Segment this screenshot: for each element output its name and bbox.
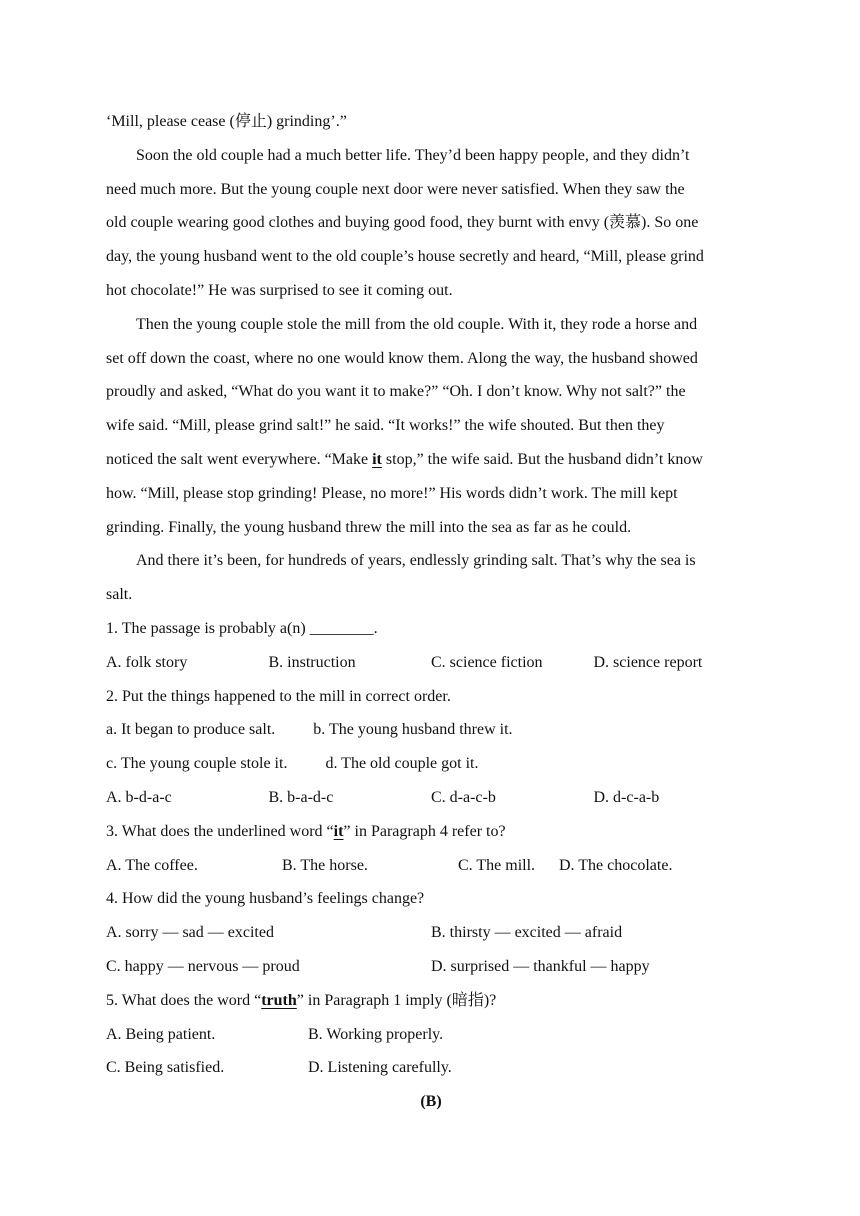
passage-line bbox=[106, 443, 756, 477]
order-item: b. The young husband threw it. bbox=[313, 721, 513, 739]
passage-line: wife said. “Mill, please grind salt!” he said. “It works!” the wife shouted. But then they bbox=[106, 417, 665, 435]
option: D. d-c-a-b bbox=[593, 788, 660, 806]
underlined-word: it bbox=[333, 822, 344, 840]
text-segment: stop,” the wife said. But the husband didn’t know bbox=[381, 450, 703, 468]
underlined-word: it bbox=[372, 450, 382, 468]
order-item: c. The young couple stole it. bbox=[106, 755, 288, 773]
option: B. instruction bbox=[268, 653, 356, 671]
text-segment: 5. What does the word “ bbox=[106, 991, 262, 1009]
underlined-word: truth bbox=[261, 991, 297, 1009]
option: A. sorry — sad — excited bbox=[106, 924, 274, 942]
text-segment: noticed the salt went everywhere. “Make bbox=[106, 450, 373, 468]
option: C. Being satisfied. bbox=[106, 1059, 225, 1077]
passage-line: grinding. Finally, the young husband threw the mill into the sea as far as he could. bbox=[106, 518, 632, 536]
options-row bbox=[106, 1018, 756, 1052]
order-item: d. The old couple got it. bbox=[325, 755, 479, 773]
option: A. b-d-a-c bbox=[106, 788, 172, 806]
option: D. The chocolate. bbox=[559, 856, 673, 874]
section-heading: (B) bbox=[420, 1093, 442, 1111]
passage-line: salt. bbox=[106, 586, 133, 604]
passage-line: Soon the old couple had a much better life. They’d been happy people, and they didn’t bbox=[136, 146, 690, 164]
items-row bbox=[106, 713, 756, 747]
passage-line: need much more. But the young couple next door were never satisfied. When they saw the bbox=[106, 180, 685, 198]
option: D. surprised — thankful — happy bbox=[431, 957, 650, 975]
option: C. d-a-c-b bbox=[431, 788, 496, 806]
options-row bbox=[106, 1051, 756, 1085]
passage-line: proudly and asked, “What do you want it to make?” “Oh. I don’t know. Why not salt?” the bbox=[106, 383, 686, 401]
option: C. science fiction bbox=[431, 653, 543, 671]
options-row bbox=[106, 916, 756, 950]
question-stem bbox=[106, 984, 756, 1018]
passage-line: set off down the coast, where no one would know them. Along the way, the husband showed bbox=[106, 349, 698, 367]
question-stem: 1. The passage is probably a(n) ________. bbox=[106, 619, 378, 637]
option: A. Being patient. bbox=[106, 1025, 216, 1043]
text-segment: ” in Paragraph 4 refer to? bbox=[343, 822, 506, 840]
passage-line: ‘Mill, please cease (停止) grinding’.” bbox=[106, 113, 347, 130]
order-item: a. It began to produce salt. bbox=[106, 721, 276, 739]
question-stem bbox=[106, 815, 756, 849]
option: B. thirsty — excited — afraid bbox=[431, 924, 623, 942]
document-page bbox=[106, 105, 756, 1119]
option: C. The mill. bbox=[458, 856, 536, 874]
option: B. b-a-d-c bbox=[268, 788, 334, 806]
passage-line: And there it’s been, for hundreds of years, endlessly grinding salt. That’s why the sea is bbox=[136, 552, 696, 570]
items-row bbox=[106, 747, 756, 781]
passage-line: day, the young husband went to the old couple’s house secretly and heard, “Mill, please grind bbox=[106, 248, 704, 266]
passage-line: hot chocolate!” He was surprised to see it coming out. bbox=[106, 281, 453, 299]
text-segment: ” in Paragraph 1 imply (暗指)? bbox=[296, 991, 497, 1009]
options-row bbox=[106, 950, 756, 984]
options-row bbox=[106, 849, 756, 883]
passage-line: how. “Mill, please stop grinding! Please, no more!” His words didn’t work. The mill kept bbox=[106, 484, 678, 502]
option: D. science report bbox=[593, 653, 703, 671]
passage-line: Then the young couple stole the mill from the old couple. With it, they rode a horse and bbox=[136, 315, 698, 333]
option: B. The horse. bbox=[282, 856, 368, 874]
question-stem: 2. Put the things happened to the mill in correct order. bbox=[106, 687, 451, 705]
options-row bbox=[106, 646, 756, 680]
option: D. Listening carefully. bbox=[308, 1059, 452, 1077]
text-segment: 3. What does the underlined word “ bbox=[106, 822, 334, 840]
option: C. happy — nervous — proud bbox=[106, 957, 300, 975]
option: B. Working properly. bbox=[308, 1025, 444, 1043]
option: A. The coffee. bbox=[106, 856, 198, 874]
passage-line: old couple wearing good clothes and buying good food, they burnt with envy (羡慕). So one bbox=[106, 214, 699, 232]
options-row bbox=[106, 781, 756, 815]
question-stem: 4. How did the young husband’s feelings change? bbox=[106, 890, 425, 908]
option: A. folk story bbox=[106, 653, 188, 671]
